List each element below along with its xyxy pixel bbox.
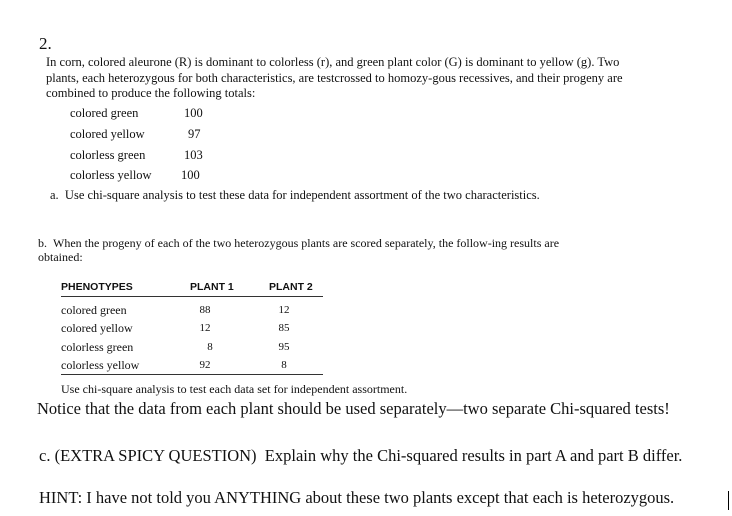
notice-text: Notice that the data from each plant should be used separately—two separate Chi-squared tests! — [37, 399, 670, 418]
problem-intro: In corn, colored aleurone (R) is dominant to colorless (r), and green plant color (G) is dominant to yellow (g). Two plants, each heterozygous for both characteristics, are testcrossed to homozy-gous recessives, and their progeny are combined to produce the following totals: — [46, 55, 623, 101]
table-cell-plant1: 88 — [199, 304, 211, 316]
table-header-plant1: PLANT 1 — [190, 281, 234, 293]
table-cell-plant2: 85 — [278, 322, 290, 334]
text-cursor — [728, 491, 729, 510]
use-chi-instruction: Use chi-square analysis to test each data set for independent assortment. — [61, 382, 408, 396]
table-cell-plant1: 92 — [199, 359, 211, 371]
table-header-rule — [61, 296, 323, 297]
part-a-question: a. Use chi-square analysis to test these data for independent assortment of the two characteristics. — [50, 188, 540, 202]
totals-value: 97 — [188, 127, 201, 141]
table-header-plant2: PLANT 2 — [269, 281, 313, 293]
totals-label: colored yellow — [70, 127, 145, 141]
part-b-question: b. When the progeny of each of the two heterozygous plants are scored separately, the follow-ing results are obtained: — [38, 236, 560, 264]
totals-label: colored green — [70, 106, 139, 120]
table-cell-plant2: 12 — [278, 304, 290, 316]
table-cell-plant1: 8 — [207, 341, 213, 353]
hint-text: HINT: I have not told you ANYTHING about these two plants except that each is heterozygous. — [39, 488, 675, 507]
table-cell-phenotype: colorless yellow — [61, 358, 140, 372]
table-cell-phenotype: colored yellow — [61, 321, 133, 335]
table-header-phenotypes: PHENOTYPES — [61, 281, 133, 293]
table-cell-phenotype: colorless green — [61, 340, 134, 354]
table-cell-plant2: 8 — [281, 359, 287, 371]
part-c-question: c. (EXTRA SPICY QUESTION) Explain why the Chi-squared results in part A and part B differ. — [39, 446, 683, 465]
totals-value: 100 — [184, 106, 203, 120]
table-cell-phenotype: colored green — [61, 303, 127, 317]
totals-value: 100 — [181, 168, 200, 182]
totals-label: colorless green — [70, 148, 146, 162]
problem-number: 2. — [39, 34, 52, 53]
table-cell-plant2: 95 — [278, 341, 290, 353]
table-bottom-rule — [61, 374, 323, 375]
totals-value: 103 — [184, 148, 203, 162]
table-cell-plant1: 12 — [199, 322, 211, 334]
totals-label: colorless yellow — [70, 168, 152, 182]
